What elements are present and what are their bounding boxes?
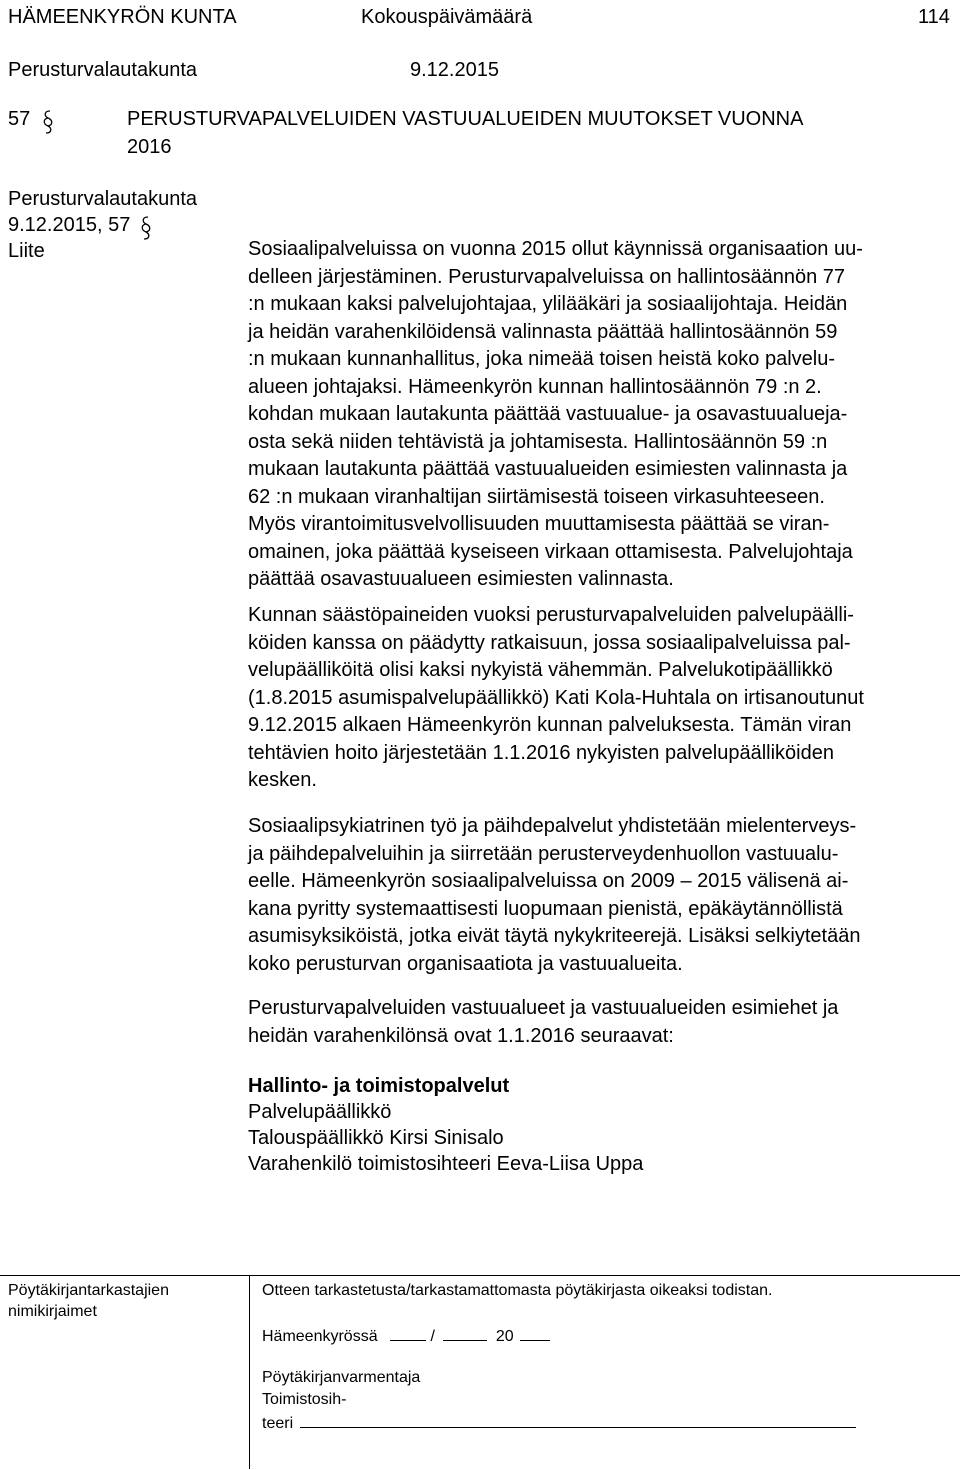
p1-line: päättää osavastuualueen esimiesten valinnasta. <box>248 568 674 590</box>
p1-line: mukaan lautakunta päättää vastuualueiden esimiesten valinnasta ja <box>248 458 848 480</box>
section-title-line2: 2016 <box>127 136 172 158</box>
unit-line: Talouspäällikkö Kirsi Sinisalo <box>248 1127 504 1149</box>
footer-place-date-line <box>262 1324 550 1347</box>
p4-line: heidän varahenkilönsä ovat 1.1.2016 seuraavat: <box>248 1024 674 1047</box>
day-blank <box>390 1324 426 1341</box>
unit-title: Hallinto- ja toimistopalvelut <box>248 1075 510 1097</box>
p1-line: 62 :n mukaan viranhaltijan siirtämisestä toiseen virkasuhteeseen. <box>248 485 825 508</box>
p1-line: alueen johtajaksi. Hämeenkyrön kunnan hallintosäännön 79 :n 2. <box>248 375 822 398</box>
footer-slash: / <box>430 1328 435 1345</box>
unit-line: Palvelupäällikkö <box>248 1101 392 1123</box>
section-title-line1: PERUSTURVAPALVELUIDEN VASTUUALUEIDEN MUUTOKSET VUONNA <box>127 108 804 130</box>
p2-line: 9.12.2015 alkaen Hämeenkyrön kunnan palveluksesta. Tämän viran <box>248 714 852 736</box>
footer-role-1: Toimistosih- <box>262 1391 347 1408</box>
ref-date-line <box>8 213 152 237</box>
board-name: Perusturvalautakunta <box>8 59 198 81</box>
municipality-name: HÄMEENKYRÖN KUNTA <box>8 6 237 28</box>
section-number-line <box>8 107 54 131</box>
paragraph-1 <box>248 236 958 594</box>
p3-line: koko perusturvan organisaatiota ja vastuualueita. <box>248 952 683 975</box>
p1-line: ja heidän varahenkilöidensä valinnasta päättää hallintosäännön 59 <box>248 320 838 343</box>
p3-line: eelle. Hämeenkyrön sosiaalipalveluissa on 2009 – 2015 välisenä ai- <box>248 870 849 892</box>
section-sign-icon <box>140 213 152 237</box>
p1-line: delleen järjestäminen. Perusturvapalveluissa on hallintosäännön 77 <box>248 265 846 288</box>
paragraph-4 <box>248 995 958 1050</box>
footer-year: 20 <box>495 1328 514 1345</box>
ref-date-section: 9.12.2015, 57 <box>8 214 131 236</box>
paragraph-2 <box>248 602 958 795</box>
footer-place: Hämeenkyrössä <box>262 1328 378 1345</box>
p3-line: ja päihdepalveluihin ja siirretään perusterveydenhuollon vastuualu- <box>248 842 839 865</box>
footer-verifier: Pöytäkirjanvarmentaja <box>262 1369 421 1386</box>
month-blank <box>443 1324 487 1341</box>
p1-line: omainen, joka päättää kyseiseen virkaan ottamisesta. Palvelujohtaja <box>248 540 853 563</box>
p3-line: Sosiaalipsykiatrinen työ ja päihdepalvelut yhdistetään mielenterveys- <box>248 815 857 837</box>
p1-line: osta sekä niiden tehtävistä ja johtamisesta. Hallintosäännön 59 :n <box>248 430 828 453</box>
footer-inspectors-label-2: nimikirjaimet <box>8 1303 97 1320</box>
footer-role-2-line <box>262 1411 856 1434</box>
unit-line: Varahenkilö toimistosihteeri Eeva-Liisa Uppa <box>248 1153 644 1175</box>
footer-role-2: teeri <box>262 1415 294 1432</box>
p3-line: kana pyritty systemaattisesti luopumaan pienistä, epäkäytännöllistä <box>248 897 843 920</box>
p2-line: (1.8.2015 asumispalvelupäällikkö) Kati Kola-Huhtala on irtisanoutunut <box>248 686 864 709</box>
paragraph-3 <box>248 813 958 978</box>
signature-blank <box>300 1411 856 1428</box>
section-number: 57 <box>8 108 31 130</box>
footer-inspectors-label-1: Pöytäkirjantarkastajien <box>8 1282 169 1299</box>
p1-line: Myös virantoimitusvelvollisuuden muuttamisesta päättää se viran- <box>248 513 830 535</box>
p2-line: tehtävien hoito järjestetään 1.1.2016 nykyisten palvelupäälliköiden <box>248 741 834 764</box>
footer-box <box>0 1275 960 1470</box>
p2-line: kesken. <box>248 769 317 791</box>
page-number: 114 <box>918 6 950 28</box>
p3-line: asumisyksiköistä, jotka eivät täytä nykykriteerejä. Lisäksi selkiytetään <box>248 925 861 947</box>
p2-line: köiden kanssa on päädytty ratkaisuun, jossa sosiaalipalveluissa pal- <box>248 631 851 654</box>
p1-line: kohdan mukaan lautakunta päättää vastuualue- ja osavastuualueja- <box>248 403 848 425</box>
meeting-date: 9.12.2015 <box>410 59 499 81</box>
attachment-label: Liite <box>8 240 45 262</box>
p4-line: Perusturvapalveluiden vastuualueet ja vastuualueiden esimiehet ja <box>248 997 839 1019</box>
p1-line: Sosiaalipalveluissa on vuonna 2015 ollut käynnissä organisaation uu- <box>248 238 863 260</box>
unit-block <box>248 1073 958 1177</box>
year-blank <box>520 1324 550 1341</box>
p2-line: Kunnan säästöpaineiden vuoksi perusturvapalveluiden palvelupäälli- <box>248 604 854 626</box>
p1-line: :n mukaan kaksi palvelujohtajaa, ylilääkäri ja sosiaalijohtaja. Heidän <box>248 293 848 315</box>
ref-board: Perusturvalautakunta <box>8 188 198 210</box>
p2-line: velupäälliköitä olisi kaksi nykyistä vähemmän. Palvelukotipäällikkö <box>248 659 833 681</box>
meeting-date-label: Kokouspäivämäärä <box>361 6 533 28</box>
footer-divider <box>249 1275 250 1469</box>
footer-certification: Otteen tarkastetusta/tarkastamattomasta pöytäkirjasta oikeaksi todistan. <box>262 1282 773 1299</box>
p1-line: :n mukaan kunnanhallitus, joka nimeää toisen heistä koko palvelu- <box>248 348 836 370</box>
section-sign-icon <box>42 107 54 131</box>
